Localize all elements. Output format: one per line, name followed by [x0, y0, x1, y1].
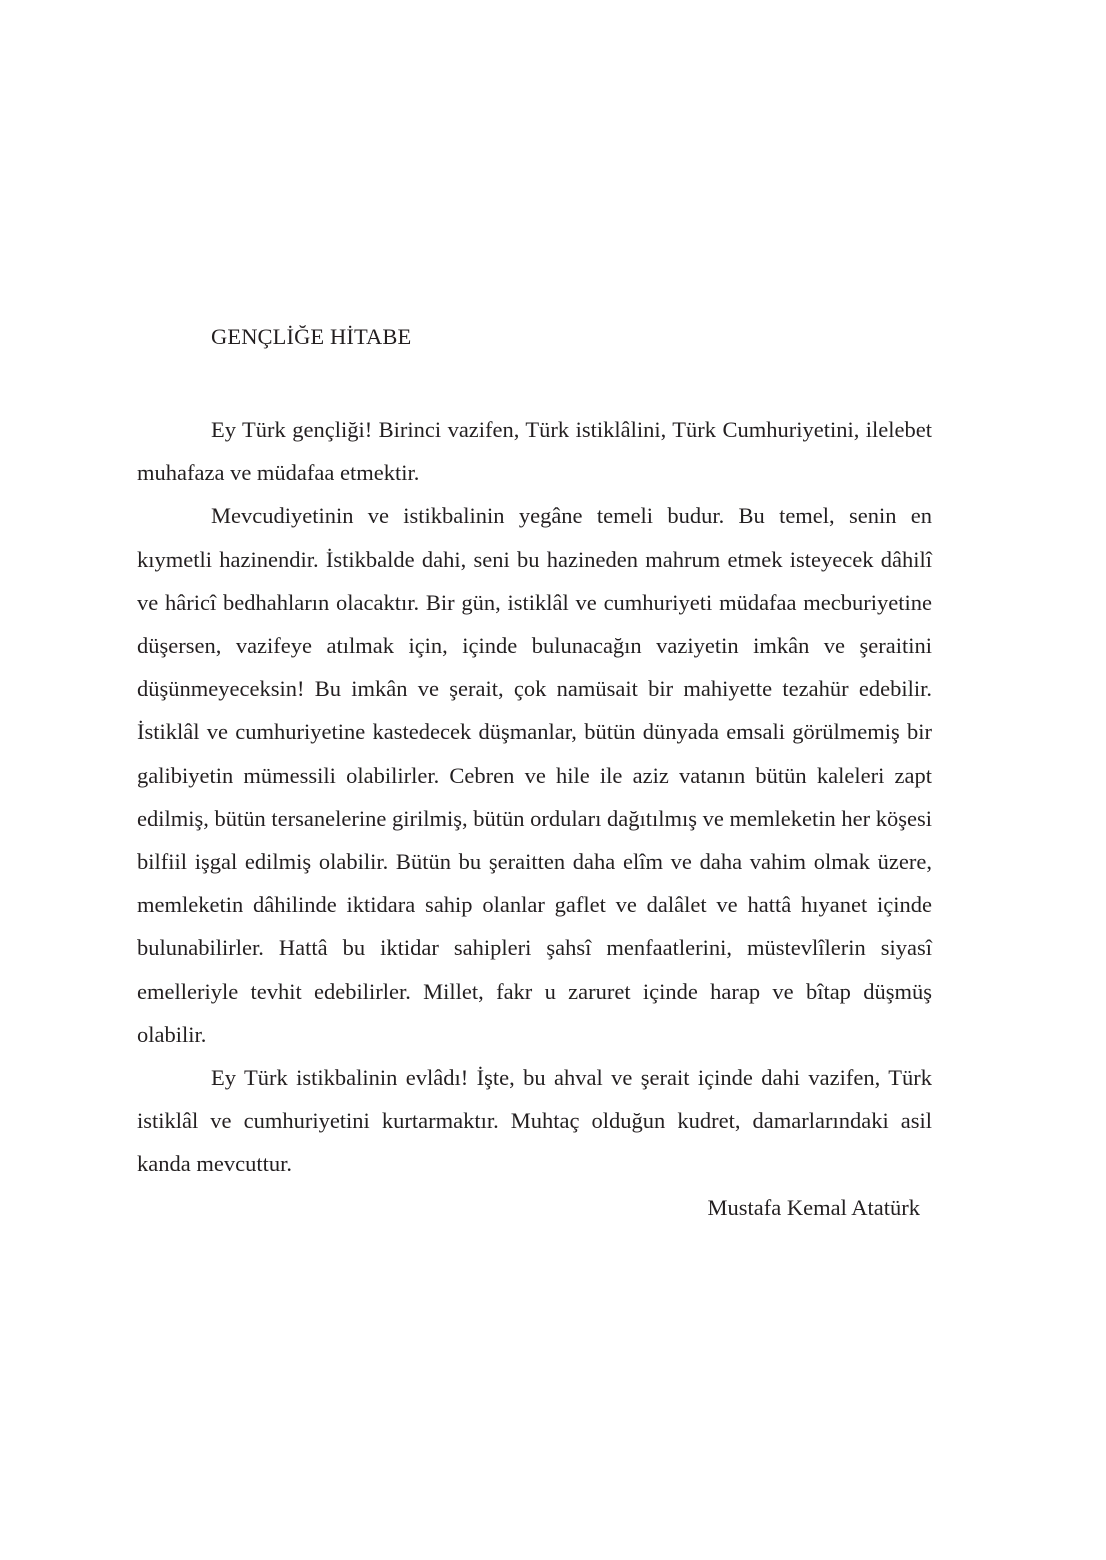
signature: Mustafa Kemal Atatürk	[707, 1194, 920, 1220]
paragraph-2: Mevcudiyetinin ve istikbalinin yegâne temeli budur. Bu temel, senin en kıymetli hazinendir. İstikbalde dahi, seni bu hazineden mahrum etmek isteyecek dâhilî ve hâricî bedhahların olacaktır. Bir gün, istiklâl ve cumhuriyeti müdafaa mecburiyetine düşersen, vazifeye atılmak için, içinde bulunacağın vaziyetin imkân ve şeraitini düşünmeyeceksin! Bu imkân ve şerait, çok namüsait bir mahiyette tezahür edebilir. İstiklâl ve cumhuriyetine kastedecek düşmanlar, bütün dünyada emsali görülmemiş bir galibiyetin mümessili olabilirler. Cebren ve hile ile aziz vatanın bütün kaleleri zapt edilmiş, bütün tersanelerine girilmiş, bütün orduları dağıtılmış ve memleketin her köşesi bilfiil işgal edilmiş olabilir. Bütün bu şeraitten daha elîm ve daha vahim olmak üzere, memleketin dâhilinde iktidara sahip olanlar gaflet ve dalâlet ve hattâ hıyanet içinde bulunabilirler. Hattâ bu iktidar sahipleri şahsî menfaatlerini, müstevlîlerin siyasî emelleriyle tevhit edebilirler. Millet, fakr u zaruret içinde harap ve bîtap düşmüş olabilir.	[137, 503, 932, 1047]
document-body	[137, 318, 932, 1229]
paragraph-1: Ey Türk gençliği! Birinci vazifen, Türk istiklâlini, Türk Cumhuriyetini, ilelebet muhafaza ve müdafaa etmektir.	[137, 417, 932, 486]
paragraph-3: Ey Türk istikbalinin evlâdı! İşte, bu ahval ve şerait içinde dahi vazifen, Türk istiklâl ve cumhuriyetini kurtarmaktır. Muhtaç olduğun kudret, damarlarındaki asil kanda mevcuttur.	[137, 1065, 932, 1177]
document-title: GENÇLİĞE HİTABE	[211, 324, 412, 349]
